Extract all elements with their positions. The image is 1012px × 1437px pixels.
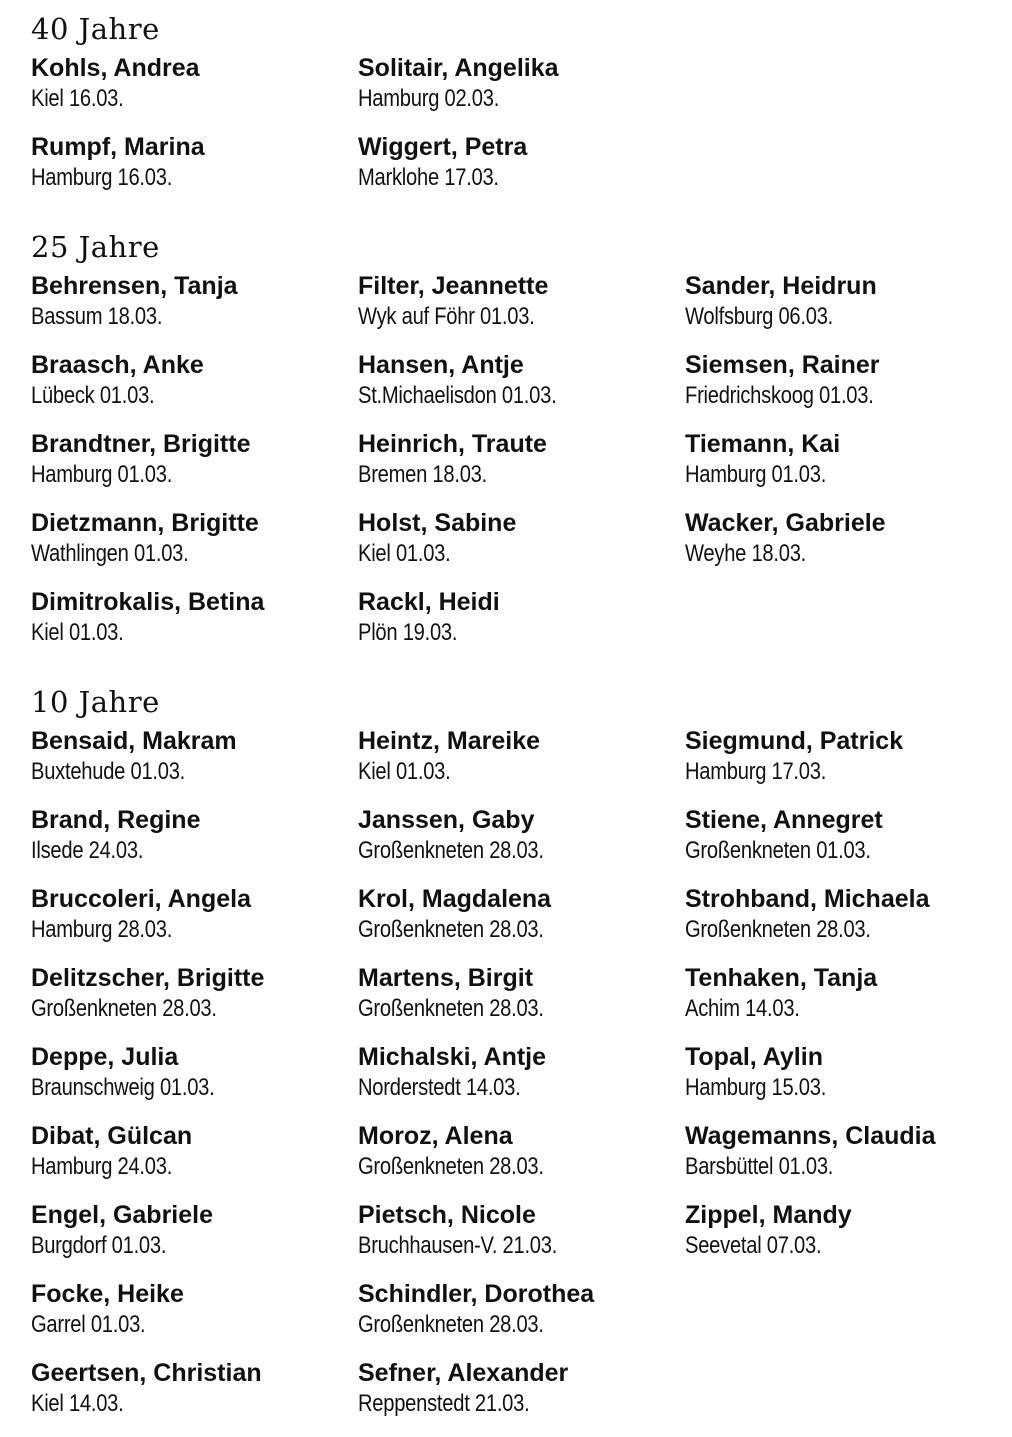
entries-grid (31, 726, 991, 1437)
person-name: Heintz, Mareike (358, 727, 541, 755)
person-name: Krol, Magdalena (358, 885, 552, 913)
person-name: Zippel, Mandy (685, 1201, 852, 1229)
place-date: Buxtehude 01.03. (31, 758, 186, 785)
list-item (31, 1121, 358, 1200)
list-item (685, 1042, 991, 1121)
list-item (31, 726, 358, 805)
person-name: Schindler, Dorothea (358, 1280, 595, 1308)
list-item (685, 1121, 991, 1200)
list-item (685, 350, 991, 429)
person-name: Bensaid, Makram (31, 727, 237, 755)
empty-cell (685, 1358, 991, 1437)
place-date: Seevetal 07.03. (685, 1232, 822, 1259)
person-name: Kohls, Andrea (31, 54, 200, 82)
person-name: Geertsen, Christian (31, 1359, 262, 1387)
empty-cell (685, 1279, 991, 1358)
person-name: Dietzmann, Brigitte (31, 509, 259, 537)
list-item (685, 429, 991, 508)
entries-grid (31, 271, 991, 666)
list-item (358, 1279, 685, 1358)
place-date: Garrel 01.03. (31, 1311, 146, 1338)
empty-cell (685, 132, 991, 211)
person-name: Solitair, Angelika (358, 54, 559, 82)
person-name: Janssen, Gaby (358, 806, 535, 834)
place-date: Großenkneten 28.03. (358, 995, 544, 1022)
place-date: Großenkneten 28.03. (358, 1153, 544, 1180)
section-25-jahre (31, 231, 991, 666)
section-title: 10 Jahre (31, 685, 160, 719)
person-name: Brand, Regine (31, 806, 201, 834)
person-name: Pietsch, Nicole (358, 1201, 536, 1229)
place-date: Wyk auf Föhr 01.03. (358, 303, 535, 330)
list-item (685, 805, 991, 884)
person-name: Topal, Aylin (685, 1043, 823, 1071)
person-name: Dibat, Gülcan (31, 1122, 193, 1150)
place-date: Hamburg 01.03. (31, 461, 173, 488)
person-name: Brandtner, Brigitte (31, 430, 251, 458)
person-name: Rumpf, Marina (31, 133, 205, 161)
list-item (31, 884, 358, 963)
person-name: Martens, Birgit (358, 964, 534, 992)
person-name: Tiemann, Kai (685, 430, 841, 458)
place-date: Bremen 18.03. (358, 461, 487, 488)
list-item (31, 429, 358, 508)
entries-grid (31, 53, 991, 211)
person-name: Holst, Sabine (358, 509, 517, 537)
list-item (31, 350, 358, 429)
person-name: Filter, Jeannette (358, 272, 549, 300)
place-date: Wolfsburg 06.03. (685, 303, 834, 330)
place-date: Ilsede 24.03. (31, 837, 144, 864)
place-date: Marklohe 17.03. (358, 164, 499, 191)
section-40-jahre (31, 13, 991, 211)
person-name: Engel, Gabriele (31, 1201, 214, 1229)
list-item (31, 53, 358, 132)
list-item (358, 963, 685, 1042)
person-name: Rackl, Heidi (358, 588, 500, 616)
person-name: Strohband, Michaela (685, 885, 930, 913)
place-date: Großenkneten 28.03. (685, 916, 871, 943)
list-item (358, 53, 685, 132)
person-name: Wiggert, Petra (358, 133, 528, 161)
place-date: Hamburg 15.03. (685, 1074, 827, 1101)
place-date: Hamburg 28.03. (31, 916, 173, 943)
list-item (685, 1200, 991, 1279)
empty-cell (685, 53, 991, 132)
list-item (685, 884, 991, 963)
place-date: Hamburg 02.03. (358, 85, 500, 112)
list-item (358, 884, 685, 963)
list-item (358, 726, 685, 805)
place-date: Braunschweig 01.03. (31, 1074, 215, 1101)
person-name: Tenhaken, Tanja (685, 964, 878, 992)
list-item (358, 587, 685, 666)
list-item (685, 726, 991, 805)
place-date: Kiel 16.03. (31, 85, 124, 112)
list-item (31, 805, 358, 884)
place-date: Burgdorf 01.03. (31, 1232, 167, 1259)
list-item (31, 271, 358, 350)
person-name: Delitzscher, Brigitte (31, 964, 265, 992)
list-item (685, 963, 991, 1042)
place-date: Hamburg 17.03. (685, 758, 827, 785)
list-item (31, 132, 358, 211)
person-name: Bruccoleri, Angela (31, 885, 251, 913)
person-name: Deppe, Julia (31, 1043, 179, 1071)
person-name: Siegmund, Patrick (685, 727, 904, 755)
place-date: Kiel 01.03. (358, 758, 451, 785)
list-item (358, 805, 685, 884)
place-date: Friedrichskoog 01.03. (685, 382, 874, 409)
person-name: Wacker, Gabriele (685, 509, 886, 537)
list-item (31, 1200, 358, 1279)
place-date: Bassum 18.03. (31, 303, 163, 330)
list-item (358, 1200, 685, 1279)
person-name: Hansen, Antje (358, 351, 524, 379)
place-date: Achim 14.03. (685, 995, 800, 1022)
list-item (31, 587, 358, 666)
place-date: Großenkneten 28.03. (358, 916, 544, 943)
list-item (31, 963, 358, 1042)
place-date: Plön 19.03. (358, 619, 458, 646)
person-name: Braasch, Anke (31, 351, 204, 379)
person-name: Siemsen, Rainer (685, 351, 880, 379)
place-date: Hamburg 16.03. (31, 164, 173, 191)
list-item (31, 1042, 358, 1121)
empty-cell (685, 587, 991, 666)
place-date: Großenkneten 01.03. (685, 837, 871, 864)
person-name: Wagemanns, Claudia (685, 1122, 936, 1150)
place-date: Hamburg 24.03. (31, 1153, 173, 1180)
place-date: Barsbüttel 01.03. (685, 1153, 834, 1180)
section-title: 40 Jahre (31, 12, 160, 46)
place-date: Weyhe 18.03. (685, 540, 807, 567)
place-date: Kiel 01.03. (358, 540, 451, 567)
section-10-jahre (31, 686, 991, 1437)
list-item (31, 1358, 358, 1437)
list-item (358, 350, 685, 429)
list-item (358, 132, 685, 211)
place-date: Norderstedt 14.03. (358, 1074, 521, 1101)
list-item (358, 1121, 685, 1200)
list-item (358, 508, 685, 587)
list-item (685, 271, 991, 350)
list-item (358, 1358, 685, 1437)
place-date: St.Michaelisdon 01.03. (358, 382, 557, 409)
place-date: Großenkneten 28.03. (358, 837, 544, 864)
place-date: Kiel 01.03. (31, 619, 124, 646)
list-item (685, 508, 991, 587)
person-name: Dimitrokalis, Betina (31, 588, 265, 616)
place-date: Kiel 14.03. (31, 1390, 124, 1417)
place-date: Reppenstedt 21.03. (358, 1390, 530, 1417)
person-name: Stiene, Annegret (685, 806, 883, 834)
place-date: Bruchhausen-V. 21.03. (358, 1232, 558, 1259)
place-date: Großenkneten 28.03. (358, 1311, 544, 1338)
person-name: Behrensen, Tanja (31, 272, 238, 300)
person-name: Heinrich, Traute (358, 430, 547, 458)
list-item (31, 1279, 358, 1358)
person-name: Focke, Heike (31, 1280, 184, 1308)
place-date: Hamburg 01.03. (685, 461, 827, 488)
section-title: 25 Jahre (31, 230, 160, 264)
person-name: Michalski, Antje (358, 1043, 547, 1071)
place-date: Wathlingen 01.03. (31, 540, 189, 567)
list-item (31, 508, 358, 587)
person-name: Sefner, Alexander (358, 1359, 569, 1387)
list-item (358, 429, 685, 508)
person-name: Moroz, Alena (358, 1122, 513, 1150)
place-date: Großenkneten 28.03. (31, 995, 217, 1022)
list-item (358, 1042, 685, 1121)
list-item (358, 271, 685, 350)
place-date: Lübeck 01.03. (31, 382, 155, 409)
person-name: Sander, Heidrun (685, 272, 877, 300)
